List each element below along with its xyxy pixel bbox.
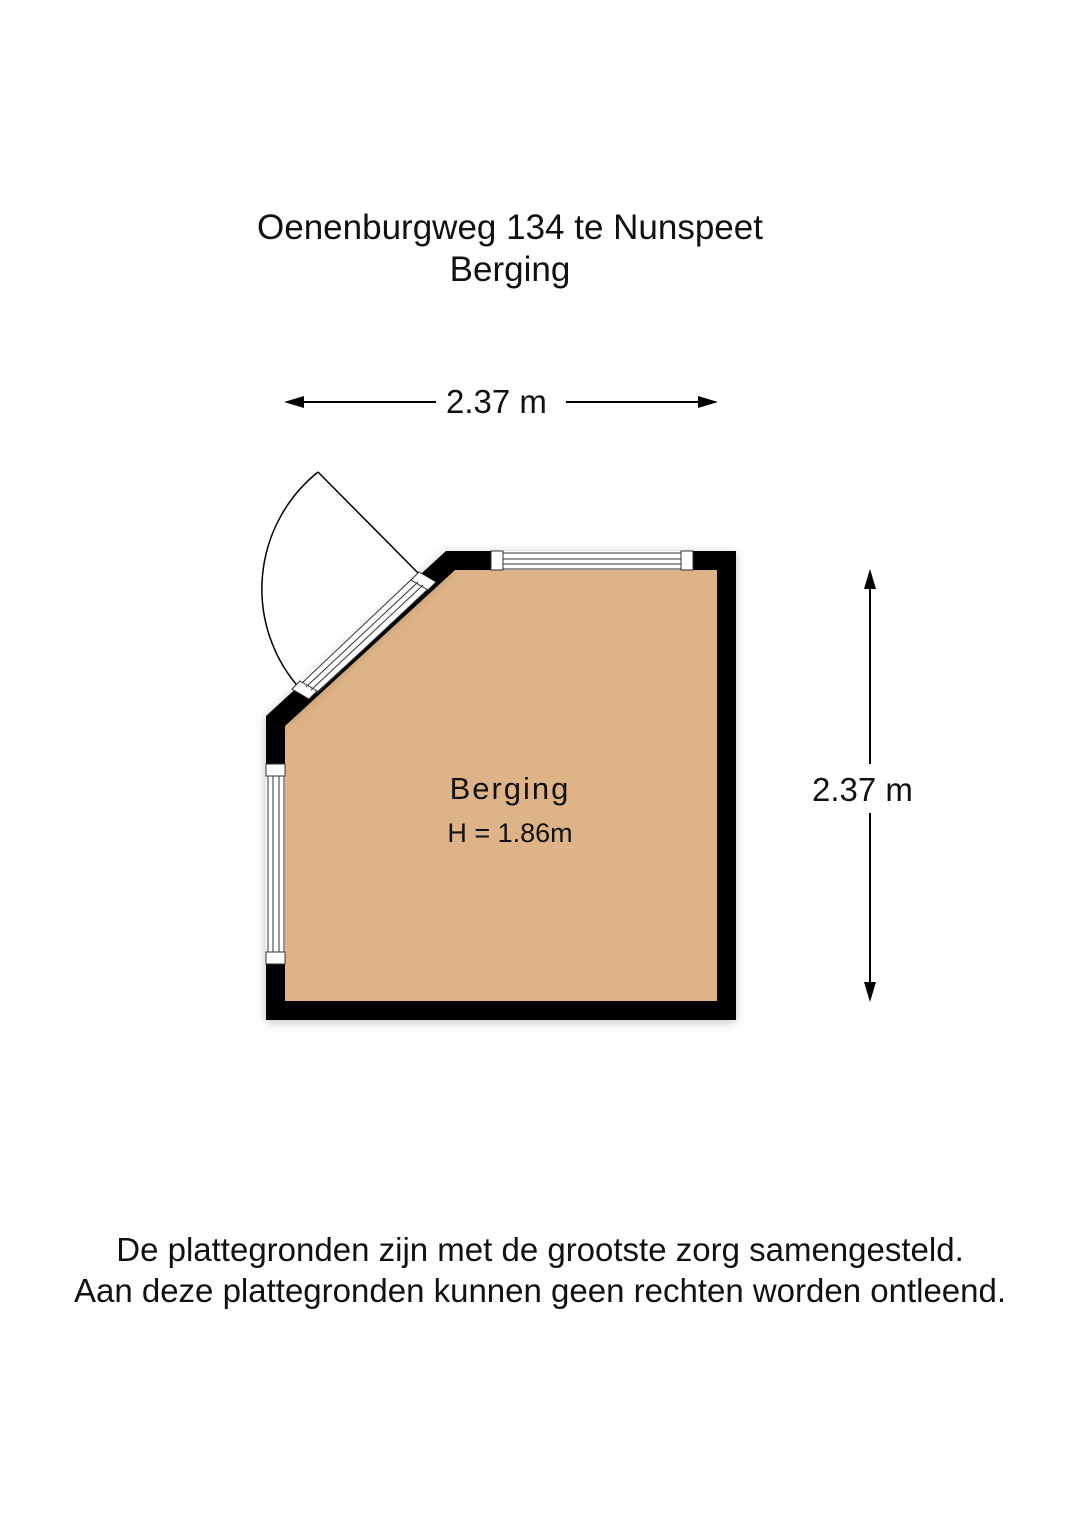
address-title: Oenenburgweg 134 te Nunspeet [257, 208, 763, 247]
disclaimer-line-1: De plattegronden zijn met de grootste zorg samengesteld. [116, 1231, 964, 1268]
room-height-label: H = 1.86m [447, 818, 573, 848]
floor-title: Berging [449, 250, 571, 289]
disclaimer-line-2: Aan deze plattegronden kunnen geen rechten worden ontleend. [73, 1272, 1007, 1309]
width-dimension-label: 2.37 m [436, 383, 557, 421]
window-top [491, 551, 693, 570]
depth-dimension-label: 2.37 m [808, 767, 917, 813]
room-name-label: Berging [449, 771, 571, 806]
window-left [266, 764, 285, 964]
